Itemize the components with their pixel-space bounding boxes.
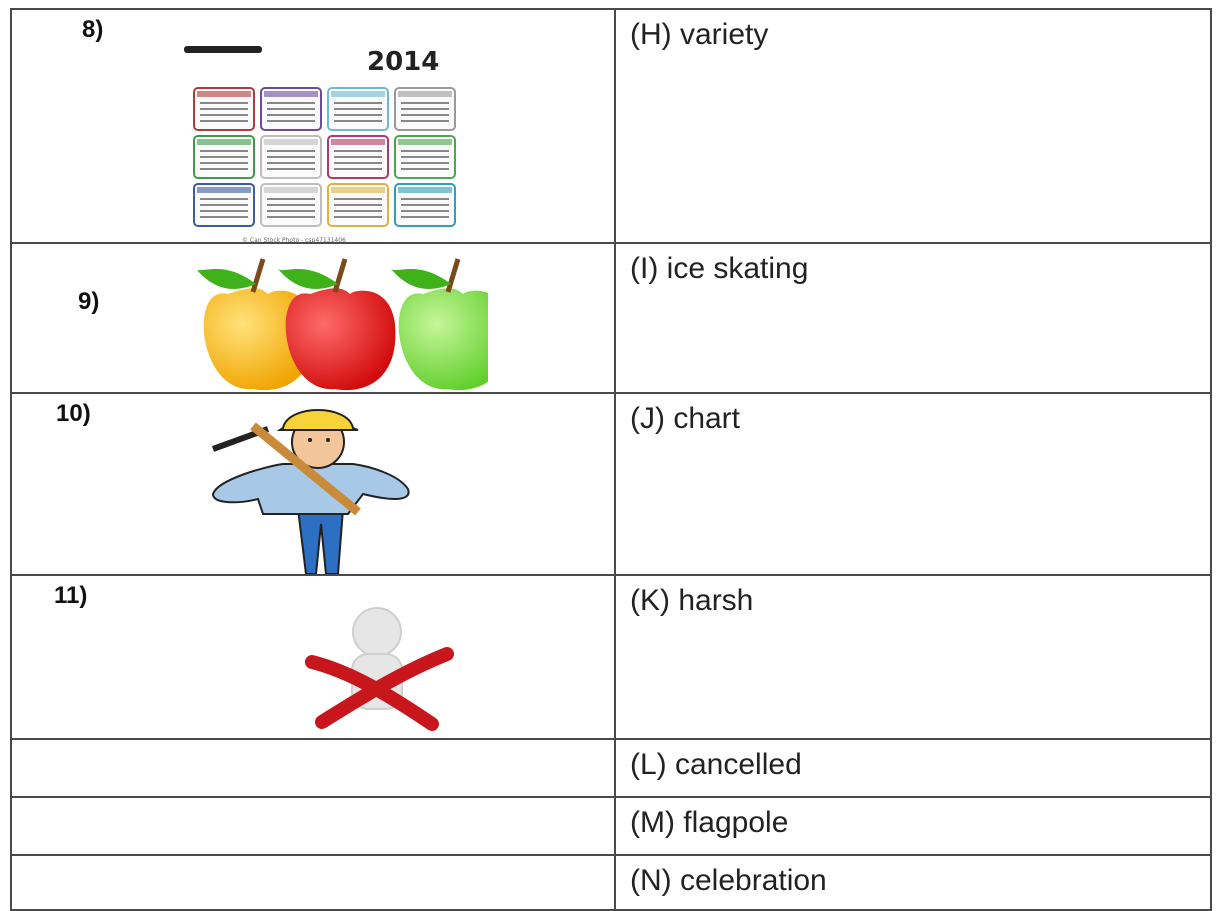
option-cell-l	[615, 739, 1211, 797]
option-cell-n	[615, 855, 1211, 910]
calendar-year: 2014	[367, 47, 440, 77]
option-text: (H) variety	[630, 18, 769, 51]
item-number: 9)	[78, 288, 100, 315]
apples-icon	[198, 254, 488, 394]
option-cell-i	[615, 243, 1211, 393]
picture-cell-8	[11, 9, 615, 243]
calendar-2014-icon	[172, 34, 472, 244]
option-text: (N) celebration	[630, 864, 827, 897]
option-cell-k	[615, 575, 1211, 739]
option-cell-h	[615, 9, 1211, 243]
item-number: 8)	[82, 16, 104, 43]
option-cell-m	[615, 797, 1211, 855]
figure-with-red-x-icon	[282, 602, 482, 732]
picture-cell-11	[11, 575, 615, 739]
item-number: 10)	[56, 400, 91, 427]
miner-with-pickaxe-icon	[198, 404, 428, 574]
table-row	[11, 855, 1211, 910]
option-text: (L) cancelled	[630, 748, 802, 781]
item-number: 11)	[54, 582, 88, 609]
table-row	[11, 739, 1211, 797]
table-row	[11, 393, 1211, 575]
option-text: (M) flagpole	[630, 806, 789, 839]
option-text: (I) ice skating	[630, 252, 809, 285]
table-row	[11, 9, 1211, 243]
option-text: (K) harsh	[630, 584, 754, 617]
matching-table	[10, 8, 1212, 911]
picture-cell-9	[11, 243, 615, 393]
table-row	[11, 575, 1211, 739]
table-row	[11, 797, 1211, 855]
empty-cell	[11, 739, 615, 797]
empty-cell	[11, 797, 615, 855]
empty-cell	[11, 855, 615, 910]
option-text: (J) chart	[630, 402, 741, 435]
table-row	[11, 243, 1211, 393]
svg-text:© Can Stock Photo - csp4713140: © Can Stock Photo - csp47131406	[242, 237, 346, 244]
picture-cell-10	[11, 393, 615, 575]
option-cell-j	[615, 393, 1211, 575]
